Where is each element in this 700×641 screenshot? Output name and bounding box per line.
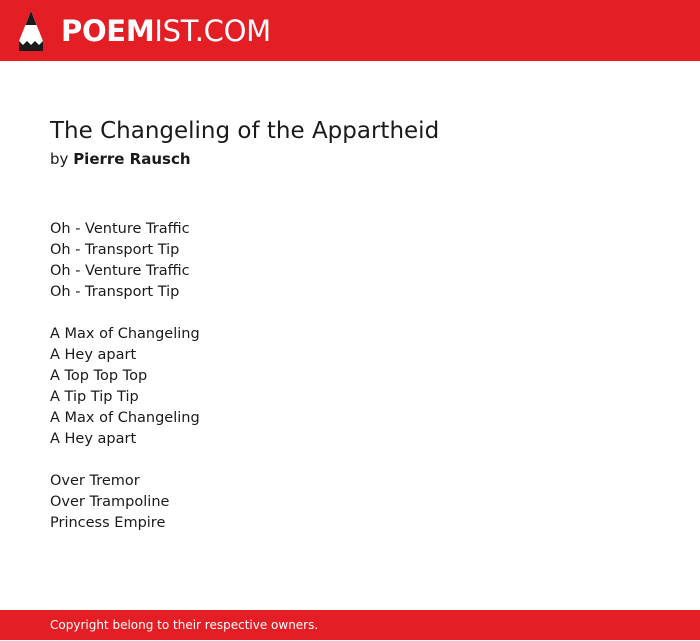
site-header [0, 0, 700, 61]
poem-line: A Tip Tip Tip [50, 389, 139, 405]
poem-content [50, 115, 650, 555]
copyright-text: Copyright belong to their respective owners. [50, 618, 319, 632]
poem-byline [50, 148, 650, 170]
poem-body [50, 219, 650, 534]
poem-line: Princess Empire [50, 515, 166, 531]
stanza [50, 324, 650, 450]
brand-name-bold: POEM [61, 14, 155, 48]
poem-line: Oh - Venture Traffic [50, 221, 190, 237]
poem-line: Oh - Transport Tip [50, 284, 180, 300]
author-name: Pierre Rausch [73, 150, 191, 168]
poem-line: A Top Top Top [50, 368, 148, 384]
brand-name [61, 9, 271, 53]
stanza [50, 219, 650, 303]
pencil-tip-icon [16, 9, 46, 53]
poem-line: Over Tremor [50, 473, 140, 489]
stanza [50, 471, 650, 534]
poem-title: The Changeling of the Appartheid [50, 118, 440, 144]
poem-line: Over Trampoline [50, 494, 170, 510]
poem-line: Oh - Transport Tip [50, 242, 180, 258]
poem-line: Oh - Venture Traffic [50, 263, 190, 279]
site-footer [0, 610, 700, 640]
by-label: by [50, 150, 69, 168]
poem-line: A Hey apart [50, 347, 137, 363]
poem-line: A Max of Changeling [50, 410, 200, 426]
poem-line: A Max of Changeling [50, 326, 200, 342]
poem-line: A Hey apart [50, 431, 137, 447]
site-logo-link[interactable] [16, 9, 271, 53]
brand-name-light: IST.COM [154, 14, 271, 48]
